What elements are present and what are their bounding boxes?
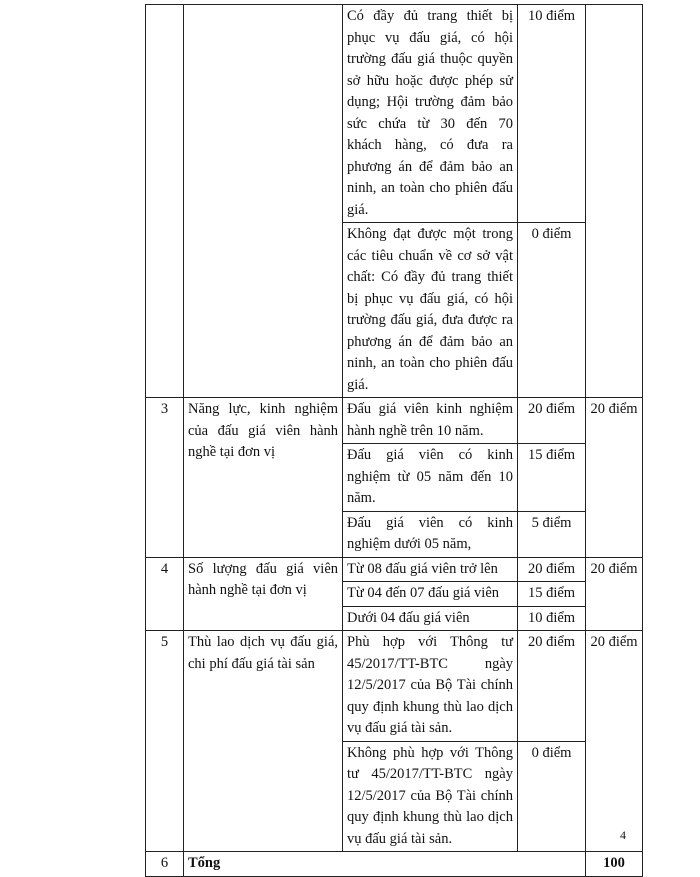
max-points-cell: 20 điểm: [586, 398, 643, 558]
item-description: Từ 04 đến 07 đấu giá viên: [343, 582, 518, 607]
item-description: Đấu giá viên kinh nghiệm hành nghề trên 10 năm.: [343, 398, 518, 444]
item-description: Đấu giá viên có kinh nghiệm dưới 05 năm,: [343, 511, 518, 557]
table-row: [146, 631, 643, 742]
item-description: Từ 08 đấu giá viên trở lên: [343, 557, 518, 582]
table-row: [146, 557, 643, 582]
stt-cell: 6: [146, 852, 184, 877]
max-points-cell: 20 điểm: [586, 631, 643, 852]
item-points: 20 điểm: [518, 557, 586, 582]
max-points-cell: [586, 5, 643, 398]
stt-cell: 5: [146, 631, 184, 852]
criteria-table: [145, 4, 643, 877]
stt-cell: [146, 5, 184, 398]
criterion-cell: [184, 5, 343, 398]
stt-cell: 3: [146, 398, 184, 558]
criterion-cell: Số lượng đấu giá viên hành nghề tại đơn vị: [184, 557, 343, 631]
max-points-cell: 20 điểm: [586, 557, 643, 631]
item-points: 10 điểm: [518, 606, 586, 631]
item-points: 5 điểm: [518, 511, 586, 557]
item-description: Không phù hợp với Thông tư 45/2017/TT-BTC ngày 12/5/2017 của Bộ Tài chính quy định khung thù lao dịch vụ đấu giá tài sản.: [343, 741, 518, 852]
item-description: Đấu giá viên có kinh nghiệm từ 05 năm đến 10 năm.: [343, 444, 518, 512]
item-points: 0 điểm: [518, 223, 586, 398]
total-value: 100: [586, 852, 643, 877]
criterion-cell: Thù lao dịch vụ đấu giá, chi phí đấu giá tài sản: [184, 631, 343, 852]
item-description: Phù hợp với Thông tư 45/2017/TT-BTC ngày 12/5/2017 của Bộ Tài chính quy định khung thù lao dịch vụ đấu giá tài sản.: [343, 631, 518, 742]
item-points: 20 điểm: [518, 398, 586, 444]
item-description: Có đầy đủ trang thiết bị phục vụ đấu giá, có hội trường đấu giá thuộc quyền sở hữu hoặc được phép sử dụng; Hội trường đảm bảo sức chứa từ 30 đến 70 khách hàng, có đưa ra phương án để đảm bảo an ninh, an toàn cho phiên đấu giá.: [343, 5, 518, 223]
item-points: 15 điểm: [518, 582, 586, 607]
item-points: 10 điểm: [518, 5, 586, 223]
total-label: Tổng: [184, 852, 586, 877]
table-row: [146, 398, 643, 444]
item-description: Dưới 04 đấu giá viên: [343, 606, 518, 631]
item-points: 15 điểm: [518, 444, 586, 512]
item-description: Không đạt được một trong các tiêu chuẩn về cơ sở vật chất: Có đầy đủ trang thiết bị phục vụ đấu giá, có hội trường đấu giá, đưa được ra phương án để đảm bảo an ninh, an toàn cho phiên đấu giá.: [343, 223, 518, 398]
item-points: 0 điểm: [518, 741, 586, 852]
criterion-cell: Năng lực, kinh nghiệm của đấu giá viên hành nghề tại đơn vị: [184, 398, 343, 558]
table-row: [146, 5, 643, 223]
stt-cell: 4: [146, 557, 184, 631]
page-number: 4: [620, 828, 626, 842]
item-points: 20 điểm: [518, 631, 586, 742]
table-row-total: [146, 852, 643, 877]
